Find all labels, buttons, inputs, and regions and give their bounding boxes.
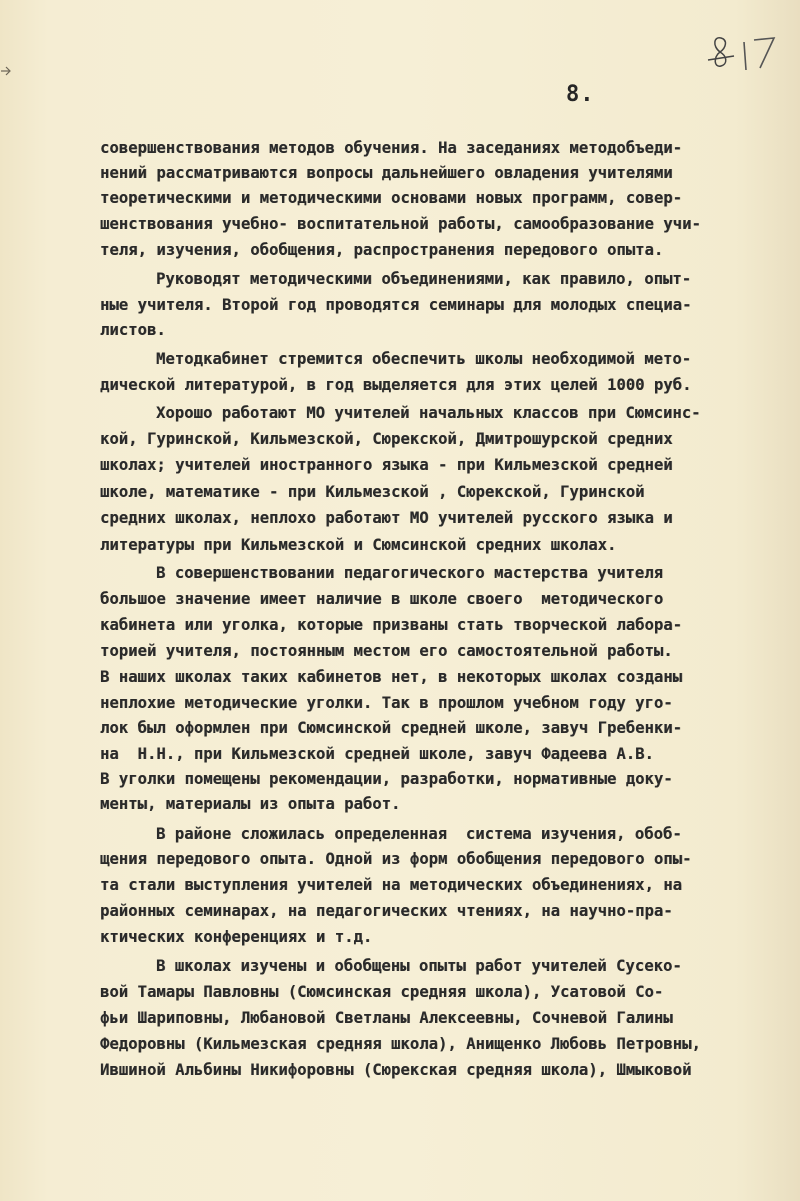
text-line: теля, изучения, обобщения, распространения передового опыта. — [100, 241, 664, 259]
text-line: торией учителя, постоянным местом его самостоятельной работы. — [100, 642, 673, 660]
text-line: Руководят методическими объединениями, как правило, опыт- — [156, 270, 692, 288]
text-line: на Н.Н., при Кильмезской средней школе, завуч Фадеева А.В. — [100, 745, 654, 763]
text-line: ктических конференциях и т.д. — [100, 928, 373, 946]
text-line: менты, материалы из опыта работ. — [100, 795, 401, 813]
text-line: Ившиной Альбины Никифоровны (Сюрекская средняя школа), Шмыковой — [100, 1061, 692, 1079]
text-line: шенствования учебно- воспитательной работы, самообразование учи- — [100, 215, 701, 233]
page-number: 8. — [566, 82, 595, 107]
text-line: кабинета или уголка, которые призваны стать творческой лабора- — [100, 616, 683, 634]
binding-hole-mark — [0, 62, 12, 80]
text-line: Хорошо работают МО учителей начальных классов при Сюмсинс- — [156, 404, 701, 422]
text-line: кой, Гуринской, Кильмезской, Сюрекской, Дмитрошурской средних — [100, 430, 673, 448]
text-line: та стали выступления учителей на методических объединениях, на — [100, 876, 683, 894]
text-line: большое значение имеет наличие в школе своего методического — [100, 590, 664, 608]
text-line: фьи Шариповны, Любановой Светланы Алексеевны, Сочневой Галины — [100, 1009, 673, 1027]
text-line: теоретическими и методическими основами новых программ, совер- — [100, 189, 683, 207]
text-line: щения передового опыта. Одной из форм обобщения передового опы- — [100, 850, 692, 868]
text-line: Федоровны (Кильмезская средняя школа), Анищенко Любовь Петровны, — [100, 1035, 701, 1053]
text-line: литературы при Кильмезской и Сюмсинской средних школах. — [100, 536, 617, 554]
text-line: школе, математике - при Кильмезской , Сюрекской, Гуринской — [100, 483, 645, 501]
text-line: листов. — [100, 321, 166, 339]
text-line: В наших школах таких кабинетов нет, в некоторых школах созданы — [100, 668, 683, 686]
text-line: средних школах, неплохо работают МО учителей русского языка и — [100, 509, 673, 527]
text-line: дической литературой, в год выделяется для этих целей 1000 руб. — [100, 376, 692, 394]
text-line: В районе сложилась определенная система изучения, обоб- — [156, 825, 682, 843]
text-line: ные учителя. Второй год проводятся семинары для молодых специа- — [100, 296, 692, 314]
text-line: Методкабинет стремится обеспечить школы необходимой мето- — [156, 350, 692, 368]
text-line: В уголки помещены рекомендации, разработки, нормативные доку- — [100, 770, 673, 788]
text-line: совершенствования методов обучения. На заседаниях методобъеди- — [100, 139, 683, 157]
text-line: школах; учителей иностранного языка - при Кильмезской средней — [100, 456, 673, 474]
text-line: неплохие методические уголки. Так в прошлом учебном году уго- — [100, 694, 673, 712]
archive-page-number-handwritten — [704, 30, 784, 80]
text-line: лок был оформлен при Сюмсинской средней школе, завуч Гребенки- — [100, 719, 683, 737]
text-line: В школах изучены и обобщены опыты работ учителей Сусеко- — [156, 957, 682, 975]
text-line: вой Тамары Павловны (Сюмсинская средняя школа), Усатовой Со- — [100, 983, 664, 1001]
text-line: нений рассматриваются вопросы дальнейшего овладения учителями — [100, 164, 673, 182]
text-line: В совершенствовании педагогического мастерства учителя — [156, 564, 663, 582]
archive-mark-drawing — [704, 30, 784, 80]
text-line: районных семинарах, на педагогических чтениях, на научно-пра- — [100, 902, 673, 920]
